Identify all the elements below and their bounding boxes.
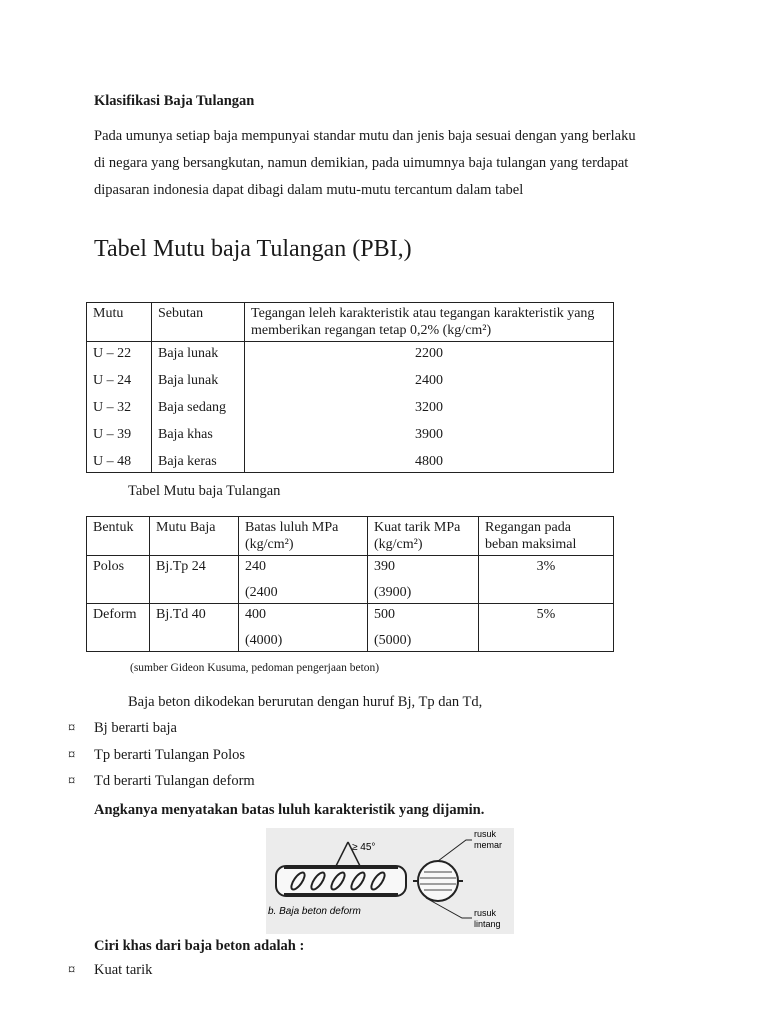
list-item xyxy=(68,962,152,979)
table-cell: Baja lunak xyxy=(152,342,245,365)
source-note: (sumber Gideon Kusuma, pedoman pengerjaan beton) xyxy=(130,662,380,674)
table-row xyxy=(87,556,614,604)
header-cell: Batas luluh MPa (kg/cm²) xyxy=(239,517,368,556)
table-cell xyxy=(368,604,479,652)
batas-kg: (2400 xyxy=(245,585,278,600)
table-cell: Bj.Td 40 xyxy=(150,604,239,652)
table-row xyxy=(87,342,614,365)
table-cell: Baja sedang xyxy=(152,391,245,418)
table-cell: Polos xyxy=(87,556,150,604)
bullet-icon: ¤ xyxy=(68,773,76,789)
table-row xyxy=(87,604,614,652)
label-memanjang: memar xyxy=(474,840,503,850)
label-rusuk-bottom: rusuk xyxy=(474,908,497,918)
bullet-icon: ¤ xyxy=(68,720,76,736)
header-cell: Kuat tarik MPa (kg/cm²) xyxy=(368,517,479,556)
header-cell: Tegangan leleh karakteristik atau tegangan karakteristik yang memberikan regangan tetap 0,2% (kg/cm²) xyxy=(245,303,614,342)
batas-mpa: 400 xyxy=(245,607,266,622)
angka-note: Angkanya menyatakan batas luluh karakteristik yang dijamin. xyxy=(94,802,485,818)
table-row xyxy=(87,418,614,445)
list-item-text: Td berarti Tulangan deform xyxy=(94,773,255,789)
figure-caption: b. Baja beton deform xyxy=(268,906,361,917)
table-cell: 3% xyxy=(479,556,614,604)
table-cell: U – 39 xyxy=(87,418,152,445)
list-item-text: Kuat tarik xyxy=(94,962,153,978)
table-cell: Bj.Tp 24 xyxy=(150,556,239,604)
header-cell: Bentuk xyxy=(87,517,150,556)
table-header-row xyxy=(87,303,614,342)
batas-kg: (4000) xyxy=(245,633,283,648)
table-row xyxy=(87,391,614,418)
angle-label: ≥ 45° xyxy=(352,842,376,853)
table-cell: U – 24 xyxy=(87,364,152,391)
list-item-text: Tp berarti Tulangan Polos xyxy=(94,747,246,763)
header-cell: Mutu Baja xyxy=(150,517,239,556)
kuat-kg: (5000) xyxy=(374,633,412,648)
table2 xyxy=(86,516,614,652)
table-cell: 2200 xyxy=(245,342,614,365)
table-cell xyxy=(239,556,368,604)
table-cell: 3900 xyxy=(245,418,614,445)
list-item xyxy=(68,720,177,737)
ciri-heading: Ciri khas dari baja beton adalah : xyxy=(94,938,305,954)
table1 xyxy=(86,302,614,473)
table-cell: U – 48 xyxy=(87,445,152,473)
deform-rebar-figure xyxy=(266,828,514,934)
label-rusuk-top: rusuk xyxy=(474,829,497,839)
table-cell: Baja keras xyxy=(152,445,245,473)
intro-line: di negara yang bersangkutan, namun demikian, pada uimumnya baja tulangan yang terdapat xyxy=(94,155,629,171)
table-cell xyxy=(239,604,368,652)
table2-caption: Tabel Mutu baja Tulangan xyxy=(128,483,281,499)
bullet-icon: ¤ xyxy=(68,747,76,763)
intro-paragraph xyxy=(94,123,636,204)
intro-line: dipasaran indonesia dapat dibagi dalam mutu-mutu tercantum dalam tabel xyxy=(94,182,524,198)
table-cell: 4800 xyxy=(245,445,614,473)
header-cell: Regangan pada beban maksimal xyxy=(479,517,614,556)
list-item-text: Bj berarti baja xyxy=(94,720,177,736)
table-header-row xyxy=(87,517,614,556)
header-cell: Mutu xyxy=(87,303,152,342)
table-cell: 3200 xyxy=(245,391,614,418)
header-cell: Sebutan xyxy=(152,303,245,342)
batas-mpa: 240 xyxy=(245,559,266,574)
table-cell: U – 32 xyxy=(87,391,152,418)
list-item xyxy=(68,747,245,764)
table-cell: Deform xyxy=(87,604,150,652)
table-cell: Baja lunak xyxy=(152,364,245,391)
intro-line: Pada umunya setiap baja mempunyai standar mutu dan jenis baja sesuai dengan yang berlaku xyxy=(94,128,636,144)
table-cell: U – 22 xyxy=(87,342,152,365)
code-intro: Baja beton dikodekan berurutan dengan huruf Bj, Tp dan Td, xyxy=(128,694,483,710)
table-row xyxy=(87,445,614,473)
kuat-kg: (3900) xyxy=(374,585,412,600)
label-lintang: lintang xyxy=(474,919,501,929)
kuat-mpa: 500 xyxy=(374,607,395,622)
table1-title: Tabel Mutu baja Tulangan (PBI,) xyxy=(94,236,412,262)
kuat-mpa: 390 xyxy=(374,559,395,574)
table-cell: Baja khas xyxy=(152,418,245,445)
table-cell xyxy=(368,556,479,604)
table-cell: 5% xyxy=(479,604,614,652)
bullet-icon: ¤ xyxy=(68,962,76,978)
rebar-diagram-icon xyxy=(266,828,514,934)
table-row xyxy=(87,364,614,391)
section-heading: Klasifikasi Baja Tulangan xyxy=(94,93,255,109)
table-cell: 2400 xyxy=(245,364,614,391)
list-item xyxy=(68,773,255,790)
